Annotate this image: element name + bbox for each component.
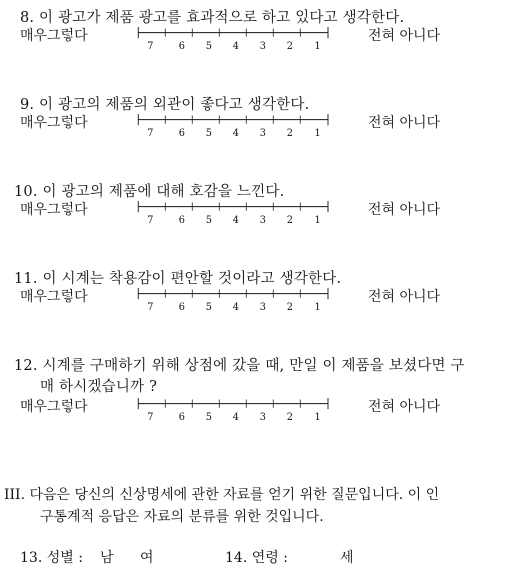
scale-number[interactable]: 4	[232, 214, 239, 226]
scale-number[interactable]: 3	[259, 127, 266, 139]
scale-number[interactable]: 3	[259, 411, 266, 423]
scale-number[interactable]: 6	[178, 301, 185, 313]
scale-number[interactable]: 4	[232, 411, 239, 423]
scale-number[interactable]: 1	[314, 214, 321, 226]
scale-right-label: 전혀 아니다	[368, 289, 441, 305]
scale-right-label: 전혀 아니다	[368, 399, 441, 415]
scale-number[interactable]: 7	[147, 40, 154, 52]
scale-number[interactable]: 2	[286, 40, 293, 52]
gender-label: 13. 성별 :	[20, 550, 83, 566]
age-label: 14. 연령 :	[225, 550, 288, 566]
scale-number[interactable]: 2	[286, 301, 293, 313]
scale-number[interactable]: 5	[205, 127, 212, 139]
scale-number[interactable]: 1	[314, 40, 321, 52]
scale-number[interactable]: 4	[232, 127, 239, 139]
scale-number[interactable]: 2	[286, 127, 293, 139]
age-unit: 세	[340, 550, 354, 566]
scale-number[interactable]: 7	[147, 214, 154, 226]
scale-number[interactable]: 3	[259, 40, 266, 52]
scale-number[interactable]: 1	[314, 127, 321, 139]
scale-left-label: 매우그렇다	[20, 28, 88, 44]
gender-option-female[interactable]: 여	[140, 550, 154, 566]
scale-number[interactable]: 4	[232, 301, 239, 313]
scale-right-label: 전혀 아니다	[368, 115, 441, 131]
scale-left-label: 매우그렇다	[20, 202, 88, 218]
rating-scale[interactable]	[105, 24, 365, 54]
question-text: 12. 시계를 구매하기 위해 상점에 갔을 때, 만일 이 제품을 보셨다면 구	[14, 358, 465, 374]
rating-scale[interactable]	[105, 111, 365, 141]
scale-number[interactable]: 7	[147, 301, 154, 313]
section-3-intro-line2: 구통계적 응답은 자료의 분류를 위한 것입니다.	[40, 509, 324, 525]
scale-number[interactable]: 6	[178, 411, 185, 423]
scale-number[interactable]: 2	[286, 214, 293, 226]
scale-number[interactable]: 5	[205, 411, 212, 423]
scale-number[interactable]: 7	[147, 411, 154, 423]
scale-number[interactable]: 2	[286, 411, 293, 423]
rating-scale[interactable]	[105, 285, 365, 315]
scale-number[interactable]: 6	[178, 127, 185, 139]
scale-number[interactable]: 6	[178, 214, 185, 226]
scale-number[interactable]: 6	[178, 40, 185, 52]
scale-number[interactable]: 5	[205, 214, 212, 226]
scale-number[interactable]: 1	[314, 301, 321, 313]
section-3-intro-line1: III. 다음은 당신의 신상명세에 관한 자료를 얻기 위한 질문입니다. 이 인	[4, 487, 440, 503]
gender-option-male[interactable]: 남	[100, 550, 114, 566]
scale-right-label: 전혀 아니다	[368, 202, 441, 218]
scale-number[interactable]: 3	[259, 214, 266, 226]
scale-number[interactable]: 5	[205, 301, 212, 313]
scale-left-label: 매우그렇다	[20, 289, 88, 305]
scale-number[interactable]: 4	[232, 40, 239, 52]
scale-number[interactable]: 7	[147, 127, 154, 139]
scale-number[interactable]: 5	[205, 40, 212, 52]
question-text: 11. 이 시계는 착용감이 편안할 것이라고 생각한다.	[14, 271, 342, 287]
question-text: 10. 이 광고의 제품에 대해 호감을 느낀다.	[14, 184, 285, 200]
question-text: 8. 이 광고가 제품 광고를 효과적으로 하고 있다고 생각한다.	[20, 10, 405, 26]
question-text-continued: 매 하시겠습니까 ?	[40, 379, 158, 395]
scale-right-label: 전혀 아니다	[368, 28, 441, 44]
scale-left-label: 매우그렇다	[20, 399, 88, 415]
question-text: 9. 이 광고의 제품의 외관이 좋다고 생각한다.	[20, 97, 310, 113]
scale-number[interactable]: 3	[259, 301, 266, 313]
scale-left-label: 매우그렇다	[20, 115, 88, 131]
rating-scale[interactable]	[105, 198, 365, 228]
scale-number[interactable]: 1	[314, 411, 321, 423]
rating-scale[interactable]	[105, 395, 365, 425]
